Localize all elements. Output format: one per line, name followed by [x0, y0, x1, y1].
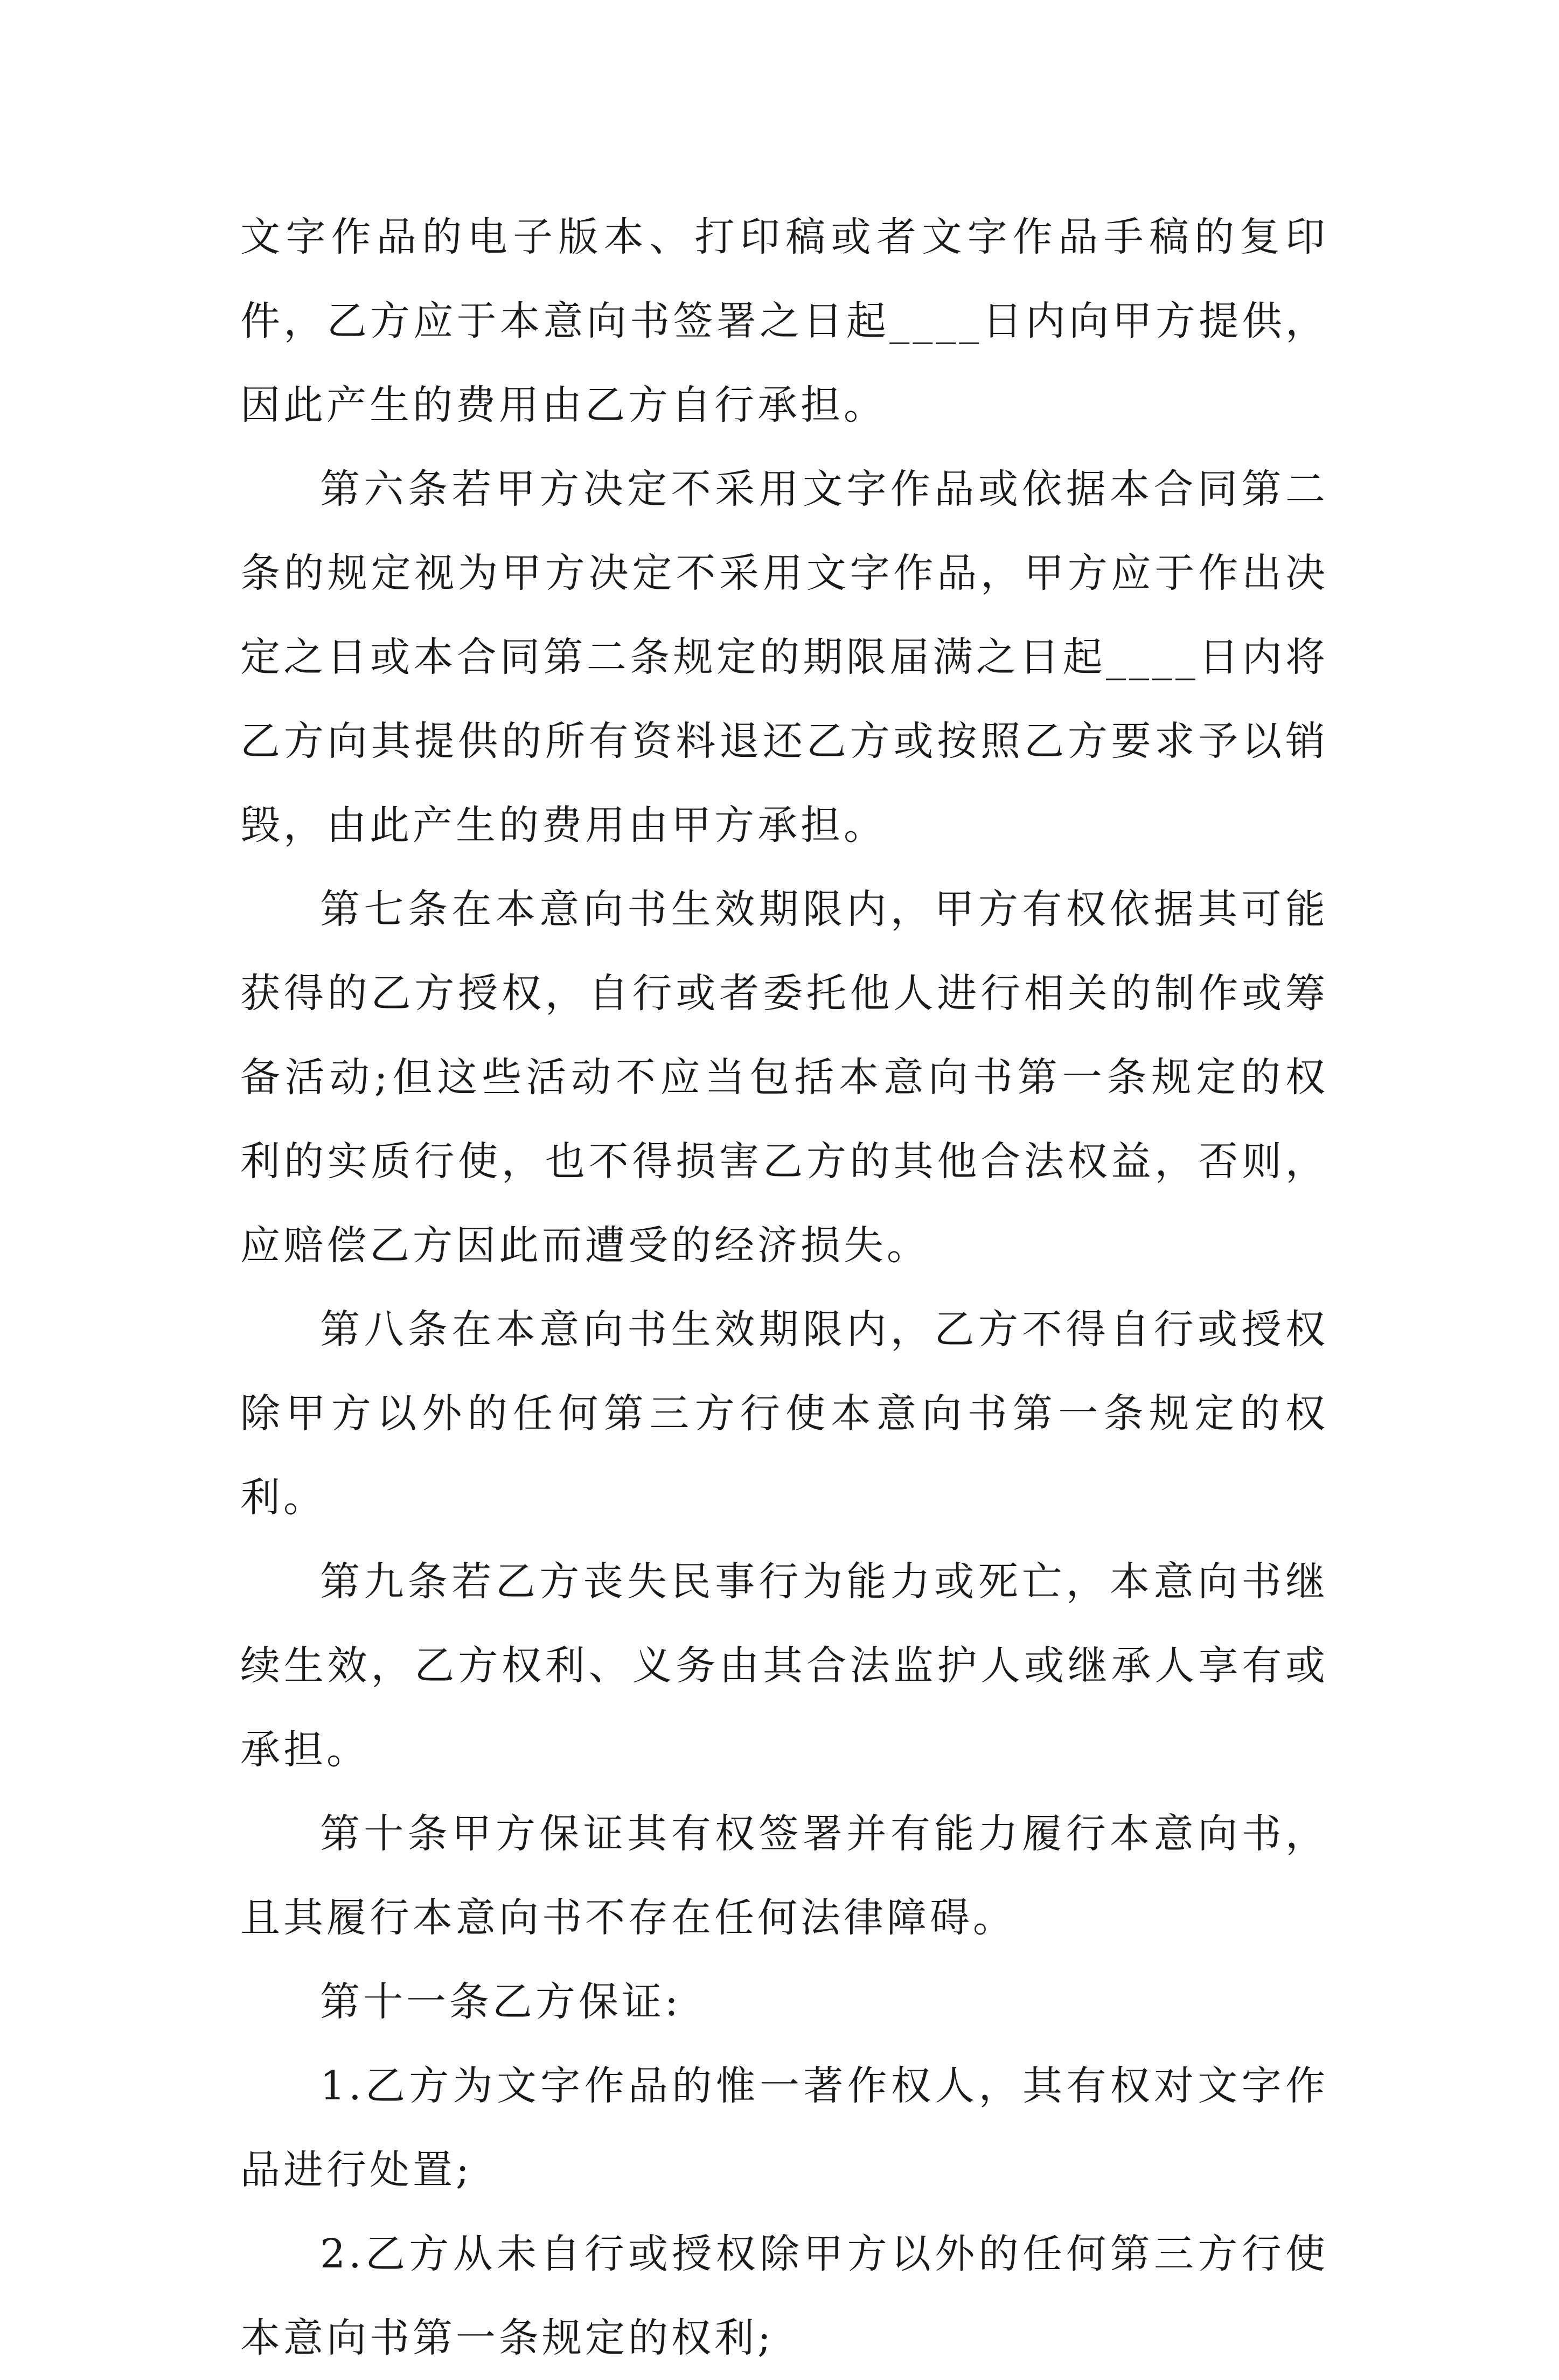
- paragraph-article-9: 第九条若乙方丧失民事行为能力或死亡，本意向书继续生效，乙方权利、义务由其合法监护人或继承人享有或承担。: [240, 1558, 1328, 1773]
- paragraph-article-11: 第十一条乙方保证:: [320, 1979, 681, 2025]
- paragraph-item-2: 2.乙方从未自行或授权除甲方以外的任何第三方行使本意向书第一条规定的权利;: [240, 2231, 1328, 2361]
- paragraph-item-1: 1.乙方为文字作品的惟一著作权人，其有权对文字作品进行处置;: [240, 2063, 1328, 2193]
- paragraph-article-8: 第八条在本意向书生效期限内，乙方不得自行或授权除甲方以外的任何第三方行使本意向书第一条规定的权利。: [240, 1306, 1328, 1521]
- document-body: [240, 195, 1328, 2380]
- paragraph-continuation: 文字作品的电子版本、打印稿或者文字作品手稿的复印件，乙方应于本意向书签署之日起____日内向甲方提供，因此产生的费用由乙方自行承担。: [240, 214, 1328, 428]
- paragraph-article-6: 第六条若甲方决定不采用文字作品或依据本合同第二条的规定视为甲方决定不采用文字作品，甲方应于作出决定之日或本合同第二条规定的期限届满之日起____日内将乙方向其提供的所有资料退还乙方或按照乙方要求予以销毁，由此产生的费用由甲方承担。: [240, 466, 1328, 848]
- paragraph-article-10: 第十条甲方保证其有权签署并有能力履行本意向书，且其履行本意向书不存在任何法律障碍。: [240, 1811, 1328, 1941]
- paragraph-article-7: 第七条在本意向书生效期限内，甲方有权依据其可能获得的乙方授权，自行或者委托他人进行相关的制作或筹备活动;但这些活动不应当包括本意向书第一条规定的权利的实质行使，也不得损害乙方的其他合法权益，否则，应赔偿乙方因此而遭受的经济损失。: [240, 886, 1328, 1269]
